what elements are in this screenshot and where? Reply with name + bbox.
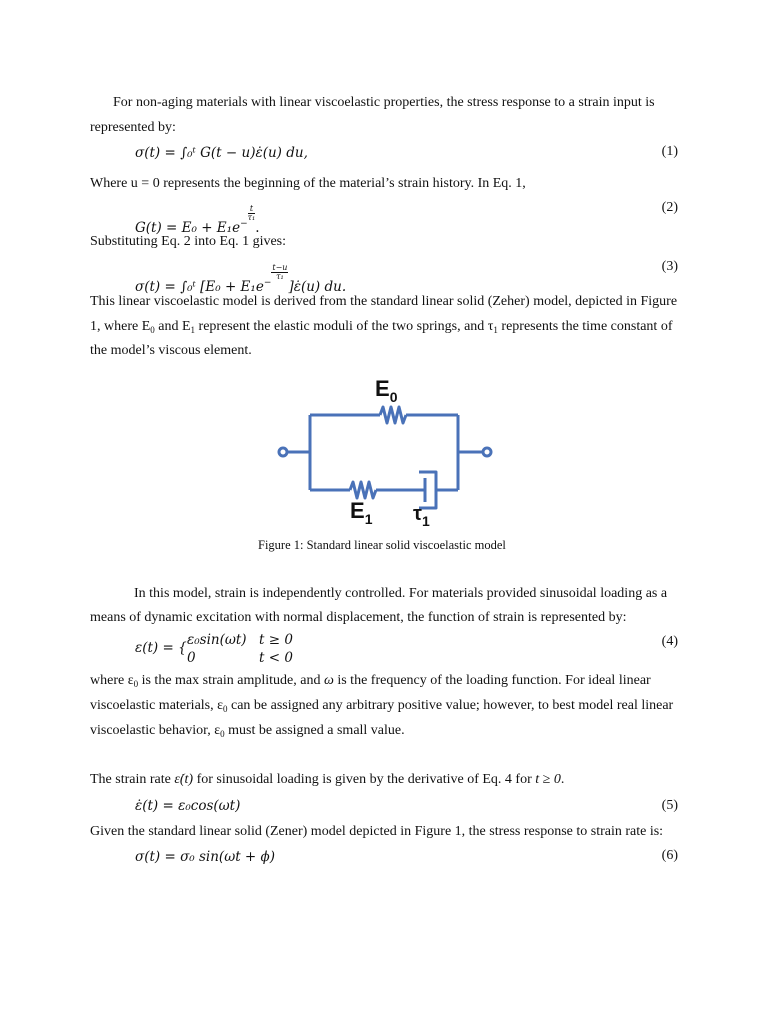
paragraph-strain-rate: The strain rate ε̇(t) for sinusoidal loading is given by the derivative of Eq. 4 for t ≥ 0. <box>90 772 565 787</box>
figure-sls-model <box>270 368 500 533</box>
paragraph-substituting: Substituting Eq. 2 into Eq. 1 gives: <box>90 234 287 249</box>
equation-5: ε̇(t) = ε₀cos(ωt) <box>135 798 241 814</box>
label-E1: $E_1$ <box>350 498 373 527</box>
equation-4-cond1: t ≥ 0 <box>259 632 293 648</box>
right-terminal <box>483 448 491 456</box>
equation-2-number: (2) <box>661 200 678 215</box>
paragraph-model-line1: This linear viscoelastic model is derived from the standard linear solid (Zeher) model, depicted in Figure <box>90 294 678 309</box>
left-terminal <box>279 448 287 456</box>
equation-6: σ(t) = σ₀ sin(ωt + ϕ) <box>135 849 275 865</box>
equation-4-number: (4) <box>661 634 678 649</box>
label-tau1: $\tau_1$ <box>413 503 430 529</box>
equation-1: σ(t) = ∫₀ᵗ G(t − u)ε̇(u) du, <box>135 145 308 161</box>
spring-E0 <box>380 407 406 423</box>
paragraph-intro-line2: represented by: <box>90 120 176 135</box>
equation-4-case1: ε₀sin(ωt) <box>187 632 247 648</box>
paragraph-zener: Given the standard linear solid (Zener) model depicted in Figure 1, the stress response to strain rate is: <box>90 824 664 839</box>
equation-2: $G(t) = E_0 + E_1e^{- \frac{t}{\text{τ₁}}}$ . <box>135 204 260 236</box>
equation-3: σ(t) = ∫₀ᵗ [$E_0 + E_1e^{- \frac{t-u}{\text{τ₁}}}$ ]ε̇(u) du. <box>135 263 347 295</box>
paragraph-strain-line2: means of dynamic excitation with normal displacement, the function of strain is represented by: <box>90 610 627 625</box>
paragraph-amplitude-line3: viscoelastic behavior, $\varepsilon_0$ must be assigned a small value. <box>90 723 405 739</box>
paragraph-model-line2: 1, where $E_0$ and $E_1$ represent the elastic moduli of the two springs, and $\tau_1$ represents the time constant of <box>90 319 673 335</box>
paragraph-where: Where u = 0 represents the beginning of the material’s strain history. In Eq. 1, <box>90 176 526 191</box>
equation-1-number: (1) <box>661 144 678 159</box>
paragraph-strain-line1: In this model, strain is independently controlled. For materials provided sinusoidal loading as a <box>134 586 668 601</box>
figure-caption: Figure 1: Standard linear solid viscoelastic model <box>258 538 506 552</box>
equation-6-number: (6) <box>661 848 678 863</box>
equation-3-number: (3) <box>661 259 678 274</box>
equation-5-number: (5) <box>661 798 678 813</box>
dashpot-tau1 <box>419 472 458 508</box>
paragraph-amplitude-line1: where $\varepsilon_0$ is the max strain amplitude, and ω is the frequency of the loading function. For ideal linear <box>90 673 651 689</box>
equation-4-case2: 0 <box>187 650 196 666</box>
paragraph-amplitude-line2: viscoelastic materials, $\varepsilon_0$ can be assigned any arbitrary positive value; however, to best model real linear <box>90 698 674 714</box>
equation-4-cond2: t < 0 <box>259 650 293 666</box>
equation-4-lhs: ε(t) = { <box>135 640 187 656</box>
diagram-wires <box>279 407 491 508</box>
label-E0: $E_0$ <box>375 376 398 405</box>
paragraph-model-line3: the model’s viscous element. <box>90 343 252 358</box>
paragraph-intro-line1: For non-aging materials with linear viscoelastic properties, the stress response to a strain input is <box>113 95 655 110</box>
spring-E1 <box>350 482 376 498</box>
